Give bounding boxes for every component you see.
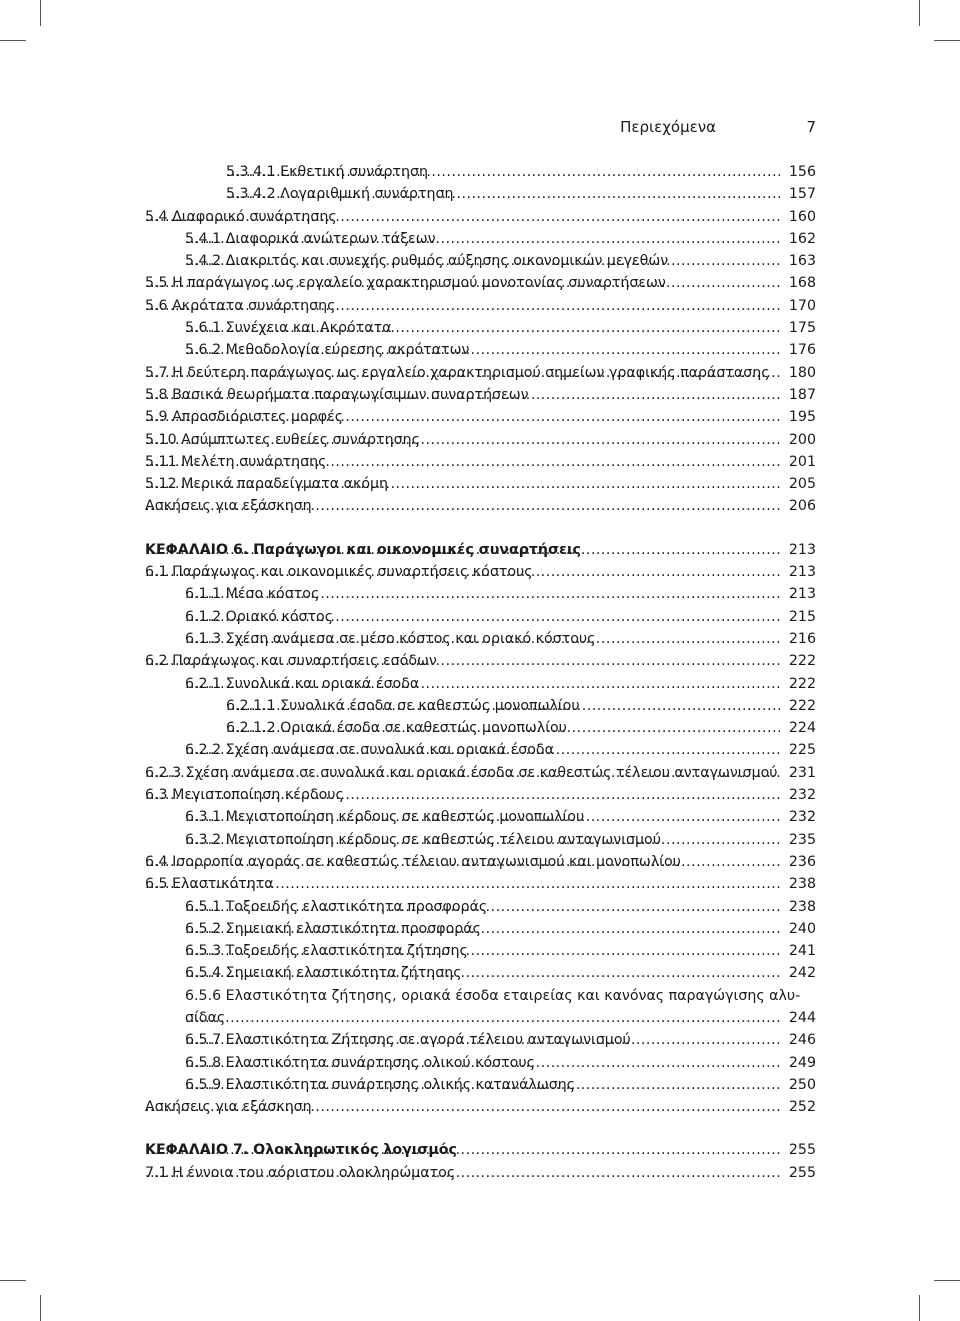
header-page-number: 7 <box>806 118 816 136</box>
toc-entry[interactable] <box>145 873 816 895</box>
toc-entry-page: 255 <box>788 1142 816 1159</box>
toc-entry[interactable] <box>145 473 816 495</box>
toc-entry-label: 5.6.1 Συνέχεια και Ακρότατα <box>185 320 392 337</box>
toc-entry-page: 252 <box>788 1099 816 1116</box>
toc-entry[interactable] <box>145 495 816 517</box>
toc-entry[interactable] <box>145 806 816 828</box>
chapter-heading[interactable] <box>145 1139 816 1161</box>
toc-entry-page: 246 <box>788 1032 816 1049</box>
toc-entry-page: 242 <box>788 965 816 982</box>
toc-entry[interactable] <box>145 451 816 473</box>
toc-entry[interactable] <box>145 784 816 806</box>
toc-entry[interactable] <box>145 250 816 272</box>
crop-mark <box>0 1280 26 1281</box>
toc-entry-page: 232 <box>788 809 816 826</box>
toc-entry[interactable] <box>145 1074 816 1096</box>
toc-entry-label: 6.5.4 Σημειακή ελαστικότητα ζήτησης <box>185 965 462 982</box>
toc-entry-page: 163 <box>788 253 816 270</box>
table-of-contents <box>145 161 816 1184</box>
toc-entry-page: 250 <box>788 1076 816 1093</box>
toc-entry-label: 5.3.4.1 Εκθετική συνάρτηση <box>226 164 429 180</box>
toc-entry-page: 238 <box>788 898 816 915</box>
toc-entry-label: 6.2.1 Συνολικά και οριακά έσοδα <box>185 675 420 692</box>
toc-entry[interactable] <box>145 739 816 761</box>
toc-entry[interactable] <box>145 985 816 1030</box>
toc-entry-page: 162 <box>788 230 816 247</box>
toc-entry-label: 6.3 Μεγιστοποίηση κέρδους <box>145 787 344 804</box>
toc-entry[interactable] <box>145 406 816 428</box>
toc-entry-label: 6.2 Παράγωγος και συναρτήσεις εσόδων <box>145 653 437 670</box>
toc-entry-page: 156 <box>788 164 816 180</box>
toc-entry[interactable] <box>145 717 816 739</box>
toc-entry[interactable] <box>145 1096 816 1118</box>
toc-entry-label: 6.1 Παράγωγος και οικονομικές συναρτήσεις κόστους <box>145 564 533 581</box>
toc-entry-label: ΚΕΦΑΛΑΙΟ 6. Παράγωγοι και οικονομικές συναρτήσεις <box>145 541 581 558</box>
toc-entry-page: 170 <box>788 297 816 314</box>
toc-entry-label: 6.2.1.2 Οριακά έσοδα σε καθεστώς μονοπωλίου <box>226 720 567 737</box>
toc-entry[interactable] <box>145 228 816 250</box>
toc-entry-page: 255 <box>788 1164 816 1181</box>
toc-entry-page: 231 <box>788 764 816 781</box>
toc-entry-label: ΚΕΦΑΛΑΙΟ 7. Ολοκληρωτικός λογισμός <box>145 1142 457 1159</box>
toc-entry-page: 213 <box>788 564 816 581</box>
toc-entry[interactable] <box>145 918 816 940</box>
toc-entry[interactable] <box>145 962 816 984</box>
toc-entry-page: 241 <box>788 943 816 960</box>
toc-entry-label: 6.5.1 Τοξοειδής ελαστικότητα προσφοράς <box>185 898 488 915</box>
toc-entry-page: 206 <box>788 498 816 515</box>
toc-entry-label: 6.3.1 Μεγιστοποίηση κέρδους σε καθεστώς μονοπωλίου <box>185 809 585 826</box>
toc-entry-label: 6.1.1 Μέσο κόστος <box>185 586 320 603</box>
toc-entry[interactable] <box>145 206 816 228</box>
toc-entry-page: 216 <box>788 630 816 647</box>
toc-entry-page: 232 <box>788 787 816 804</box>
toc-entry-label: 6.5.7 Ελαστικότητα Ζήτησης σε αγορά τέλειου ανταγωνισμού <box>185 1032 631 1049</box>
crop-mark <box>919 1295 920 1321</box>
toc-entry-page: 168 <box>788 275 816 292</box>
crop-mark <box>934 40 960 41</box>
toc-entry-label: 5.3.4.2 Λογαριθμική συνάρτηση <box>226 186 454 203</box>
crop-mark <box>919 0 920 26</box>
toc-entry-label: 6.2.3 Σχέση ανάμεσα σε συνολικά και οριακά έσοδα σε καθεστώς τέλειου ανταγωνισμού <box>145 764 778 781</box>
toc-entry-label: 6.5.6 Ελαστικότητα ζήτησης, οριακά έσοδα εταιρείας και κανόνας παραγώγισης αλυ- <box>185 987 801 1004</box>
toc-entry-page: 215 <box>788 608 816 625</box>
toc-entry[interactable] <box>145 1029 816 1051</box>
toc-entry[interactable] <box>145 673 816 695</box>
toc-entry-label: Ασκήσεις για εξάσκηση <box>145 498 312 515</box>
toc-entry-page: 224 <box>788 720 816 737</box>
toc-entry-label: 6.3.2 Μεγιστοποίηση κέρδους σε καθεστώς τέλειου ανταγωνισμού <box>185 831 661 848</box>
toc-entry-page: 235 <box>788 831 816 848</box>
crop-mark <box>934 1280 960 1281</box>
toc-entry-page: 175 <box>788 320 816 337</box>
toc-entry-page: 213 <box>788 541 816 558</box>
toc-entry-label: 5.6 Ακρότατα συνάρτησης <box>145 297 336 314</box>
toc-entry[interactable] <box>145 851 816 873</box>
toc-entry-label: σίδας <box>185 1009 226 1026</box>
toc-entry[interactable] <box>145 583 816 605</box>
toc-entry[interactable] <box>145 317 816 339</box>
toc-entry-page: 176 <box>788 342 816 359</box>
toc-entry-label: 5.7 Η δεύτερη παράγωγος ως εργαλείο χαρακτηρισμού σημείων γραφικής παράστασης <box>145 364 770 381</box>
toc-entry-page: 225 <box>788 742 816 759</box>
toc-entry-page: 157 <box>788 186 816 203</box>
toc-entry-page: 238 <box>788 876 816 893</box>
toc-entry[interactable] <box>145 561 816 583</box>
toc-entry-page: 180 <box>788 364 816 381</box>
toc-entry-label: 5.11 Μελέτη συνάρτησης <box>145 453 327 470</box>
toc-entry[interactable] <box>145 429 816 451</box>
toc-entry-label: 5.4.2 Διακριτός και συνεχής ρυθμός αύξησης οικονομικών μεγεθών <box>185 253 669 270</box>
toc-entry-label: 6.2.2 Σχέση ανάμεσα σε συνολικά και οριακά έσοδα <box>185 742 554 759</box>
spacer <box>145 1118 816 1139</box>
crop-mark <box>40 1295 41 1321</box>
chapter-heading[interactable] <box>145 539 816 561</box>
toc-entry-label: 7.1 Η έννοια του αόριστου ολοκληρώματος <box>145 1164 456 1181</box>
toc-entry-page: 236 <box>788 853 816 870</box>
toc-entry[interactable] <box>145 695 816 717</box>
toc-entry-page: 244 <box>788 1009 816 1026</box>
toc-entry[interactable] <box>145 362 816 384</box>
toc-entry-page: 205 <box>788 476 816 493</box>
toc-entry-page: 201 <box>788 453 816 470</box>
toc-entry-label: 5.9 Απροσδιόριστες μορφές <box>145 409 344 426</box>
toc-entry[interactable] <box>145 1162 816 1184</box>
toc-entry-label: 6.5.2 Σημειακή ελαστικότητα προσφοράς <box>185 920 481 937</box>
toc-entry-label: 6.2.1.1 Συνολικά έσοδα σε καθεστώς μονοπωλίου <box>226 697 580 714</box>
crop-mark <box>40 0 41 26</box>
toc-entry[interactable] <box>145 650 816 672</box>
toc-entry-page: 222 <box>788 675 816 692</box>
toc-entry[interactable] <box>145 1007 816 1029</box>
header-title: Περιεχόμενα <box>620 118 716 136</box>
toc-entry-label: 5.12 Μερικά παραδείγματα ακόμη <box>145 476 389 493</box>
toc-entry-page: 195 <box>788 409 816 426</box>
spacer <box>145 518 816 539</box>
toc-entry-label: 6.5.8 Ελαστικότητα συνάρτησης ολικού κόστους <box>185 1054 535 1071</box>
toc-entry-label: 6.5.9 Ελαστικότητα συνάρτησης ολικής κατανάλωσης <box>185 1076 576 1093</box>
toc-entry-page: 160 <box>788 208 816 225</box>
toc-entry-label: 6.5.3 Τοξοειδής ελαστικότητα ζήτησης <box>185 943 468 960</box>
crop-mark <box>0 40 26 41</box>
toc-entry-label: Ασκήσεις για εξάσκηση <box>145 1099 312 1116</box>
toc-entry[interactable] <box>145 628 816 650</box>
toc-entry[interactable] <box>145 339 816 361</box>
toc-entry-page: 222 <box>788 653 816 670</box>
toc-entry[interactable] <box>145 295 816 317</box>
toc-entry[interactable] <box>145 606 816 628</box>
toc-entry-label: 5.10 Ασύμπτωτες ευθείες συνάρτησης <box>145 431 420 448</box>
toc-entry[interactable] <box>145 161 816 183</box>
toc-entry[interactable] <box>145 1052 816 1074</box>
toc-entry-label: 5.8 Βασικά θεωρήματα παραγωγίσιμων συναρτήσεων <box>145 386 529 403</box>
toc-entry-label: 5.5 Η παράγωγος ως εργαλείο χαρακτηρισμού μονοτονίας συναρτήσεων <box>145 275 666 292</box>
toc-entry[interactable] <box>145 183 816 205</box>
toc-entry-page: 200 <box>788 431 816 448</box>
toc-entry-label: 6.1.3 Σχέση ανάμεσα σε μέσο κόστος και οριακό κόστους <box>185 630 596 647</box>
toc-entry[interactable] <box>145 896 816 918</box>
toc-entry-page: 240 <box>788 920 816 937</box>
toc-entry-label: 5.4 Διαφορικό συνάρτησης <box>145 208 337 225</box>
toc-entry-label: 5.4.1 Διαφορικά ανώτερων τάξεων <box>185 230 436 247</box>
toc-entry[interactable] <box>145 762 816 784</box>
toc-entry-label: 6.4 Ισορροπία αγοράς σε καθεστώς τέλειου ανταγωνισμού και μονοπωλίου <box>145 853 681 870</box>
toc-entry[interactable] <box>145 940 816 962</box>
toc-entry[interactable] <box>145 829 816 851</box>
toc-entry-label: 5.6.2 Μεθοδολογία εύρεσης ακρότατων <box>185 342 470 359</box>
toc-entry-label: 6.1.2 Οριακό κόστος <box>185 608 334 625</box>
toc-entry[interactable] <box>145 272 816 294</box>
toc-entry-page: 213 <box>788 586 816 603</box>
toc-entry-page: 249 <box>788 1054 816 1071</box>
toc-entry-label: 6.5 Ελαστικότητα <box>145 876 274 893</box>
toc-entry-page: 187 <box>788 386 816 403</box>
running-header <box>145 118 816 142</box>
toc-entry-page: 222 <box>788 697 816 714</box>
toc-entry[interactable] <box>145 384 816 406</box>
